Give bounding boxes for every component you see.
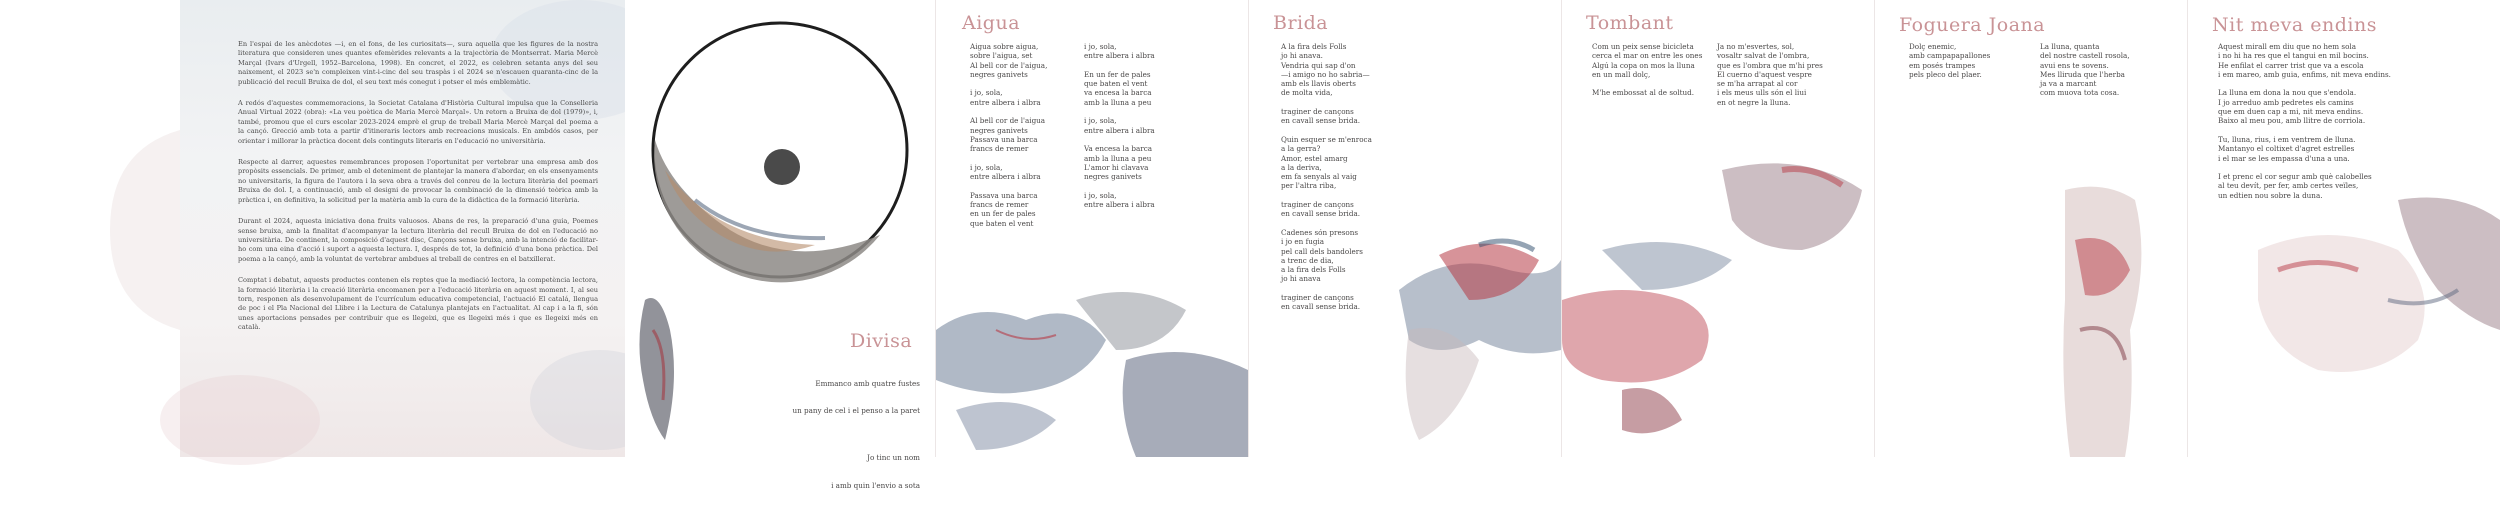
- left-margin-panel: [0, 0, 180, 457]
- nit-panel: [2188, 0, 2500, 457]
- verse-line: Jo tinc un nom: [867, 452, 920, 462]
- verse-line: I jo arreduo amb pedretes els camins: [2218, 97, 2354, 107]
- verse-line: negres ganivets: [1084, 172, 1142, 182]
- verse-line: amb la lluna a peu: [1084, 153, 1152, 163]
- verse-line: que baten el vent: [1084, 79, 1148, 89]
- verse-line: Al bell cor de l'aigua: [970, 116, 1046, 126]
- verse-line: Amor, estel amarg: [1281, 153, 1348, 163]
- intro-paragraph: A redós d'aquestes commemoracions, la Societat Catalana d'Història Cultural impulsa que la Conselleria Anual Virtual 2022 (obra): «La veu poètica de Maria Mercè Marçal». Un retorn a Bruixa de dol (1979)», i, també, promou que el curs escolar 2023-2024 emprè el grup de treball Maria Mercè Marçal del poema a la cançó. Grecció amb tota a partir d'itineraris lectors amb recreacions musicals. En ambdós casos, per orientar i millorar la pràctica docent dels continguts literaris en l'educació no universitària.: [238, 99, 598, 145]
- nit-watercolor: [2188, 0, 2500, 457]
- verse-line: Passava una barca: [970, 134, 1038, 144]
- divisa-verse: [780, 360, 920, 509]
- verse-line: pel call dels bandolers: [1281, 246, 1363, 256]
- verse-line: ja va a marcant: [2040, 79, 2097, 89]
- verse-line: a la deriva,: [1281, 162, 1322, 172]
- verse-line: pels pleco del plaer.: [1909, 69, 1982, 79]
- verse-line: En un fer de pales: [1084, 69, 1151, 79]
- verse-line: i jo en fugia: [1281, 237, 1325, 247]
- verse-line: Algú la copa on mos la lluna: [1592, 60, 1695, 70]
- intro-paragraph: En l'espai de les anècdotes —i, en el fons, de les curiositats—, sura aquella que les figures de la nostra literatura que consideren unes quantes efemèrides relevants a la trajectòria de Montserrat. Maria Mercè Marçal (Ivars d'Urgell, 1952–Barcelona, 1998). En concret, el 2022, es celebren setanta anys del seu naixement, el 2023 se'n compleixen vint-i-cinc del seu traspàs i el 2024 se n'escauen quaranta-cinc de la publicació del recull Bruixa de dol, el seu text més conegut i potser el més emblemàtic.: [238, 40, 598, 86]
- verse-line: Dolç enemic,: [1909, 42, 1957, 51]
- verse-line: en cavall sense brida.: [1281, 116, 1361, 126]
- verse-line: a trenc de dia,: [1281, 255, 1334, 265]
- verse-line: Com un peix sense bicicleta: [1592, 42, 1694, 51]
- verse-line: entre albera i albra: [1084, 200, 1155, 210]
- verse-line: negres ganivets: [970, 125, 1028, 135]
- intro-text: [238, 40, 598, 345]
- verse-line: A la fira dels Folls: [1281, 42, 1347, 51]
- verse-line: al teu devít, per fer, amb certes veïles,: [2218, 181, 2359, 191]
- verse-line: jo hi anava.: [1281, 51, 1323, 61]
- verse-line: entre albera i albra: [1084, 125, 1155, 135]
- verse-line: La lluna em dona la nou que s'endola.: [2218, 88, 2357, 98]
- verse-line: amb campapapallones: [1909, 51, 1991, 61]
- verse-line: se m'ha arrapat al cor: [1717, 79, 1798, 89]
- verse-line: vosaltr salvat de l'ombra,: [1717, 51, 1810, 61]
- verse-line: i em mareo, amb guia, enfims, nit meva endins.: [2218, 69, 2391, 79]
- verse-line: Aigua sobre aigua,: [970, 42, 1039, 51]
- aigua-watercolor: [936, 0, 1248, 457]
- verse-line: Quin esquer se m'enroca: [1281, 134, 1372, 144]
- divisa-panel: [625, 0, 935, 490]
- verse-line: amb els llavis oberts: [1281, 79, 1356, 89]
- verse-line: per l'altra riba,: [1281, 181, 1337, 191]
- brida-panel: [1249, 0, 1561, 457]
- verse-line: en un fer de pales: [970, 209, 1036, 219]
- verse-line: L'amor hi clavava: [1084, 162, 1149, 172]
- verse-line: em posés trampes: [1909, 60, 1976, 70]
- verse-line: traginer de cançons: [1281, 293, 1354, 303]
- verse-line: cerca el mar on entre les ones: [1592, 51, 1703, 61]
- verse-line: Va encesa la barca: [1084, 144, 1153, 154]
- verse-line: M'he embossat al de soltud.: [1592, 88, 1695, 98]
- verse-line: a la fira dels Folls: [1281, 265, 1346, 275]
- verse-line: I et prenc el cor segur amb què calobelles: [2218, 172, 2372, 182]
- verse-line: de molta vida,: [1281, 88, 1333, 98]
- verse-line: Mantanyo el coltixet d'agret estrelles: [2218, 144, 2355, 154]
- verse-line: Cadenes són presons: [1281, 227, 1359, 237]
- verse-line: Al bell cor de l'aigua,: [970, 60, 1048, 70]
- verse-line: en ot negre la lluna.: [1717, 97, 1791, 107]
- verse-line: La lluna, quanta: [2040, 42, 2100, 51]
- verse-line: entre albera i albra: [970, 172, 1041, 182]
- divisa-title: Divisa: [850, 330, 913, 352]
- intro-paragraph: Durant el 2024, aquesta iniciativa dona fruits valuosos. Abans de res, la preparació d'una guia, Poemes sense bruixa, amb la finalitat d'acompanyar la lectura literària del recull Bruixa de dol en l'educació no universitària. De continent, la composició d'aquest disc, Cançons sense bruixa, amb la intenció de facilitar-ho com una eina d'acció i suport a aquesta lectura. I, després de tot, la definició d'una bona pràctica. Del poema a la cançó, amb la voluntat de vertebrar ambdues al treball de centres en el batxillerat.: [238, 217, 598, 263]
- tombant-panel: [1562, 0, 1874, 457]
- verse-line: a la gerra?: [1281, 144, 1321, 154]
- verse-line: negres ganivets: [970, 69, 1028, 79]
- verse-line: i jo, sola,: [970, 88, 1003, 98]
- brida-title: Brida: [1273, 12, 1329, 34]
- nit-title: Nit meva endins: [2212, 14, 2377, 36]
- verse-line: i jo, sola,: [1084, 42, 1117, 51]
- verse-line: i el mar se les empassa d'una a una.: [2218, 153, 2350, 163]
- verse-line: Tu, lluna, rius, i em ventrem de lluna.: [2218, 134, 2356, 144]
- cutout-shape: [0, 0, 180, 457]
- verse-line: francs de remer: [970, 200, 1029, 210]
- verse-line: i jo, sola,: [1084, 116, 1117, 126]
- aigua-panel: [936, 0, 1248, 457]
- verse-line: —i amigo no ho sabria—: [1281, 69, 1370, 79]
- verse-line: francs de remer: [970, 144, 1029, 154]
- verse-line: sobre l'aigua, set: [970, 51, 1033, 61]
- verse-line: que es l'ombra que m'hi pres: [1717, 60, 1823, 70]
- verse-line: avui ens te sovens.: [2040, 60, 2109, 70]
- verse-line: en cavall sense brida.: [1281, 209, 1361, 219]
- tombant-watercolor: [1562, 0, 1874, 457]
- brida-horse-watercolor: [1249, 0, 1561, 457]
- aigua-title: Aigua: [962, 12, 1021, 34]
- verse-line: i no hi ha res que el tangui en mil bocins.: [2218, 51, 2369, 61]
- verse-line: Ja no m'esvertes, sol,: [1717, 42, 1795, 51]
- verse-line: em fa senyals al vaig: [1281, 172, 1357, 182]
- verse-line: Vendria qui sap d'on: [1281, 60, 1356, 70]
- verse-line: del nostre castell rosola,: [2040, 51, 2130, 61]
- intro-paragraph: Comptat i debatut, aquests productes contenen els reptes que la mediació lectora, la competència lectora, la formació literària i la creació literària encomanen per a l'educació literària en aquest moment. I, al seu torn, responen als desenvolupament de l'currículum educativa competencial, l'actuació El catalá, llengua de poc i el Pla Nacional del Llibre i la Lectura de Catalunya plantejats en l'actualitat. Al cap i a la fi, són unes aportacions pensades per contribuir que es llegeixi, que es llegeixi més i que es llegeixi més en català.: [238, 276, 598, 332]
- verse-line: en cavall sense brida.: [1281, 302, 1361, 312]
- verse-line: Aquest mirall em diu que no hem sola: [2218, 42, 2357, 51]
- intro-panel: [180, 0, 625, 457]
- foguera-watercolor: [1875, 0, 2187, 457]
- verse-line: Mes lliruda que l'herba: [2040, 69, 2125, 79]
- verse-line: com muova tota cosa.: [2040, 88, 2120, 98]
- intro-paragraph: Respecte al darrer, aquestes remembrances proposen l'oportunitat per vertebrar una empresa amb dos propòsits essencials. De primer, amb el deteniment de plantejar la manera d'abordar, en els ensenyaments no universitaris, la figura de l'autora i la seva obra a través del conreu de la lectura literària del poemari Bruixa de dol. I, a continuació, amb el designi de provocar la combinació de la dimensió teòrica amb la pràctica i, en definitiva, la solicitud per la matèria amb la cura de la didàctica de la formació literària.: [238, 158, 598, 204]
- verse-line: Baixo al meu pou, amb llitre de corriola.: [2218, 116, 2366, 126]
- verse-line: entre albera i albra: [1084, 51, 1155, 61]
- verse-line: amb la lluna a peu: [1084, 97, 1152, 107]
- verse-line: i els meus ulls són el liui: [1717, 88, 1807, 98]
- verse-line: un pany de cel i el penso a la paret: [792, 406, 920, 416]
- foguera-panel: [1875, 0, 2187, 457]
- verse-line: traginer de cançons: [1281, 200, 1354, 210]
- verse-line: i jo, sola,: [1084, 190, 1117, 200]
- verse-line: traginer de cançons: [1281, 107, 1354, 117]
- verse-line: He enfilat el carrer trist que va a escola: [2218, 60, 2364, 70]
- verse-line: un edtien nou sobre la duna.: [2218, 190, 2323, 200]
- verse-line: i jo, sola,: [970, 162, 1003, 172]
- verse-line: Emmanco amb quatre fustes: [815, 378, 920, 388]
- verse-line: que em duen cap a mi, nit meva endins.: [2218, 107, 2364, 117]
- verse-line: jo hi anava: [1281, 274, 1321, 284]
- verse-line: El cuerno d'aquest vespre: [1717, 69, 1812, 79]
- verse-line: i amb quin l'envio a sota: [831, 480, 920, 490]
- foguera-title: Foguera Joana: [1899, 14, 2046, 36]
- verse-line: Passava una barca: [970, 190, 1038, 200]
- verse-line: va encesa la barca: [1084, 88, 1152, 98]
- verse-line: entre albera i albra: [970, 97, 1041, 107]
- verse-line: que baten el vent: [970, 218, 1034, 228]
- tombant-title: Tombant: [1586, 12, 1674, 34]
- verse-line: en un mall dolç,: [1592, 69, 1651, 79]
